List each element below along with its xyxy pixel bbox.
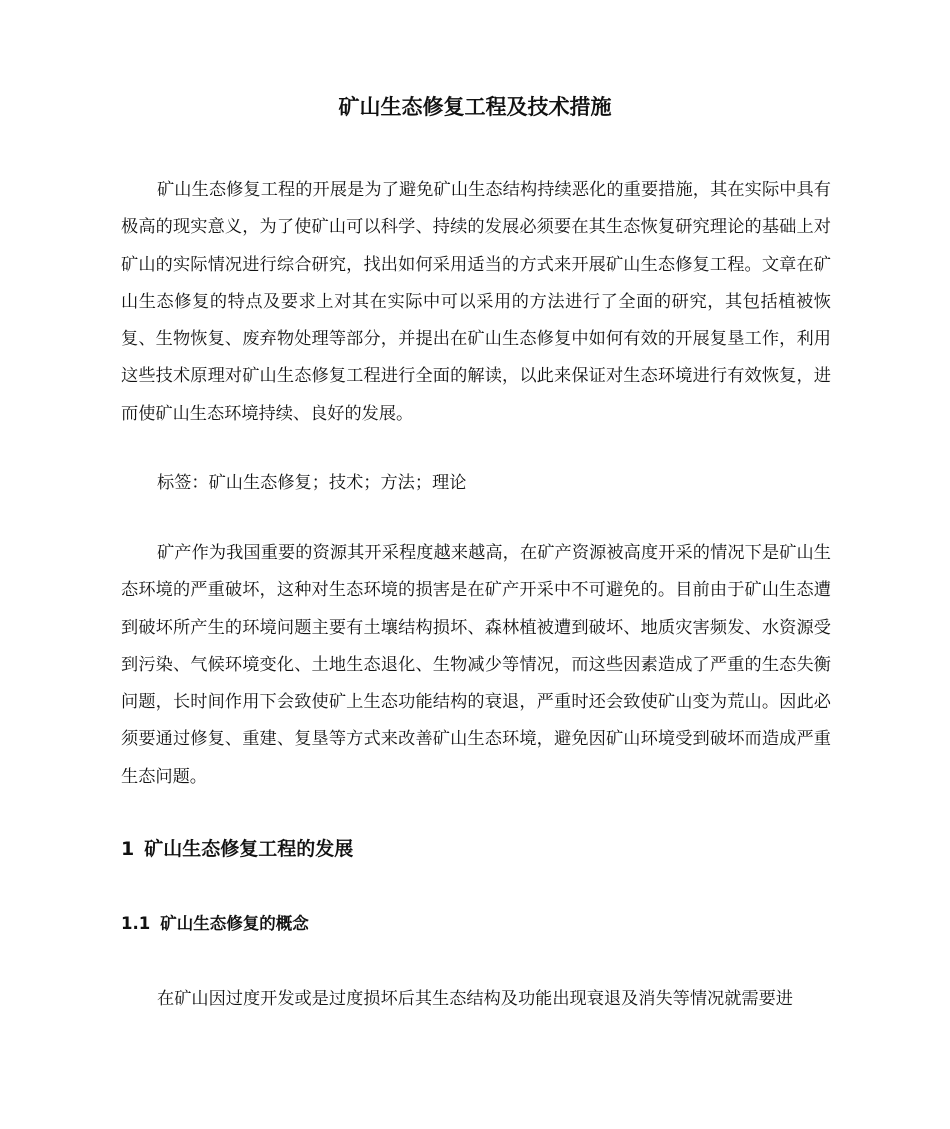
section-number: 1 bbox=[121, 838, 135, 860]
abstract-paragraph: 矿山生态修复工程的开展是为了避免矿山生态结构持续恶化的重要措施，其在实际中具有极高的现实意义，为了使矿山可以科学、持续的发展必须要在其生态恢复研究理论的基础上对矿山的实际情况进行综合研究，找出如何采用适当的方式来开展矿山生态修复工程。文章在矿山生态修复的特点及要求上对其在实际中可以采用的方法进行了全面的研究，其包括植被恢复、生物恢复、废弃物处理等部分，并提出在矿山生态修复中如何有效的开展复垦工作，利用这些技术原理对矿山生态修复工程进行全面的解读，以此来保证对生态环境进行有效恢复，进而使矿山生态环境持续、良好的发展。 bbox=[121, 180, 831, 424]
subsection-title: 矿山生态修复的概念 bbox=[160, 914, 309, 933]
body-paragraph: 在矿山因过度开发或是过度损坏后其生态结构及功能出现衰退及消失等情况就需要进 bbox=[157, 989, 793, 1009]
document-title: 矿山生态修复工程及技术措施 bbox=[338, 95, 612, 119]
keywords-line: 标签：矿山生态修复；技术；方法；理论 bbox=[157, 473, 467, 493]
section-title: 矿山生态修复工程的发展 bbox=[144, 838, 354, 860]
subsection-heading-1-1 bbox=[121, 910, 309, 938]
subsection-number: 1.1 bbox=[121, 914, 151, 933]
section-heading-1 bbox=[121, 834, 353, 864]
intro-paragraph: 矿产作为我国重要的资源其开采程度越来越高，在矿产资源被高度开采的情况下是矿山生态环境的严重破坏，这种对生态环境的损害是在矿产开采中不可避免的。目前由于矿山生态遭到破坏所产生的环境问题主要有土壤结构损坏、森林植被遭到破坏、地质灾害频发、水资源受到污染、气候环境变化、土地生态退化、生物减少等情况，而这些因素造成了严重的生态失衡问题，长时间作用下会致使矿上生态功能结构的衰退，严重时还会致使矿山变为荒山。因此必须要通过修复、重建、复垦等方式来改善矿山生态环境，避免因矿山环境受到破坏而造成严重生态问题。 bbox=[121, 543, 831, 787]
